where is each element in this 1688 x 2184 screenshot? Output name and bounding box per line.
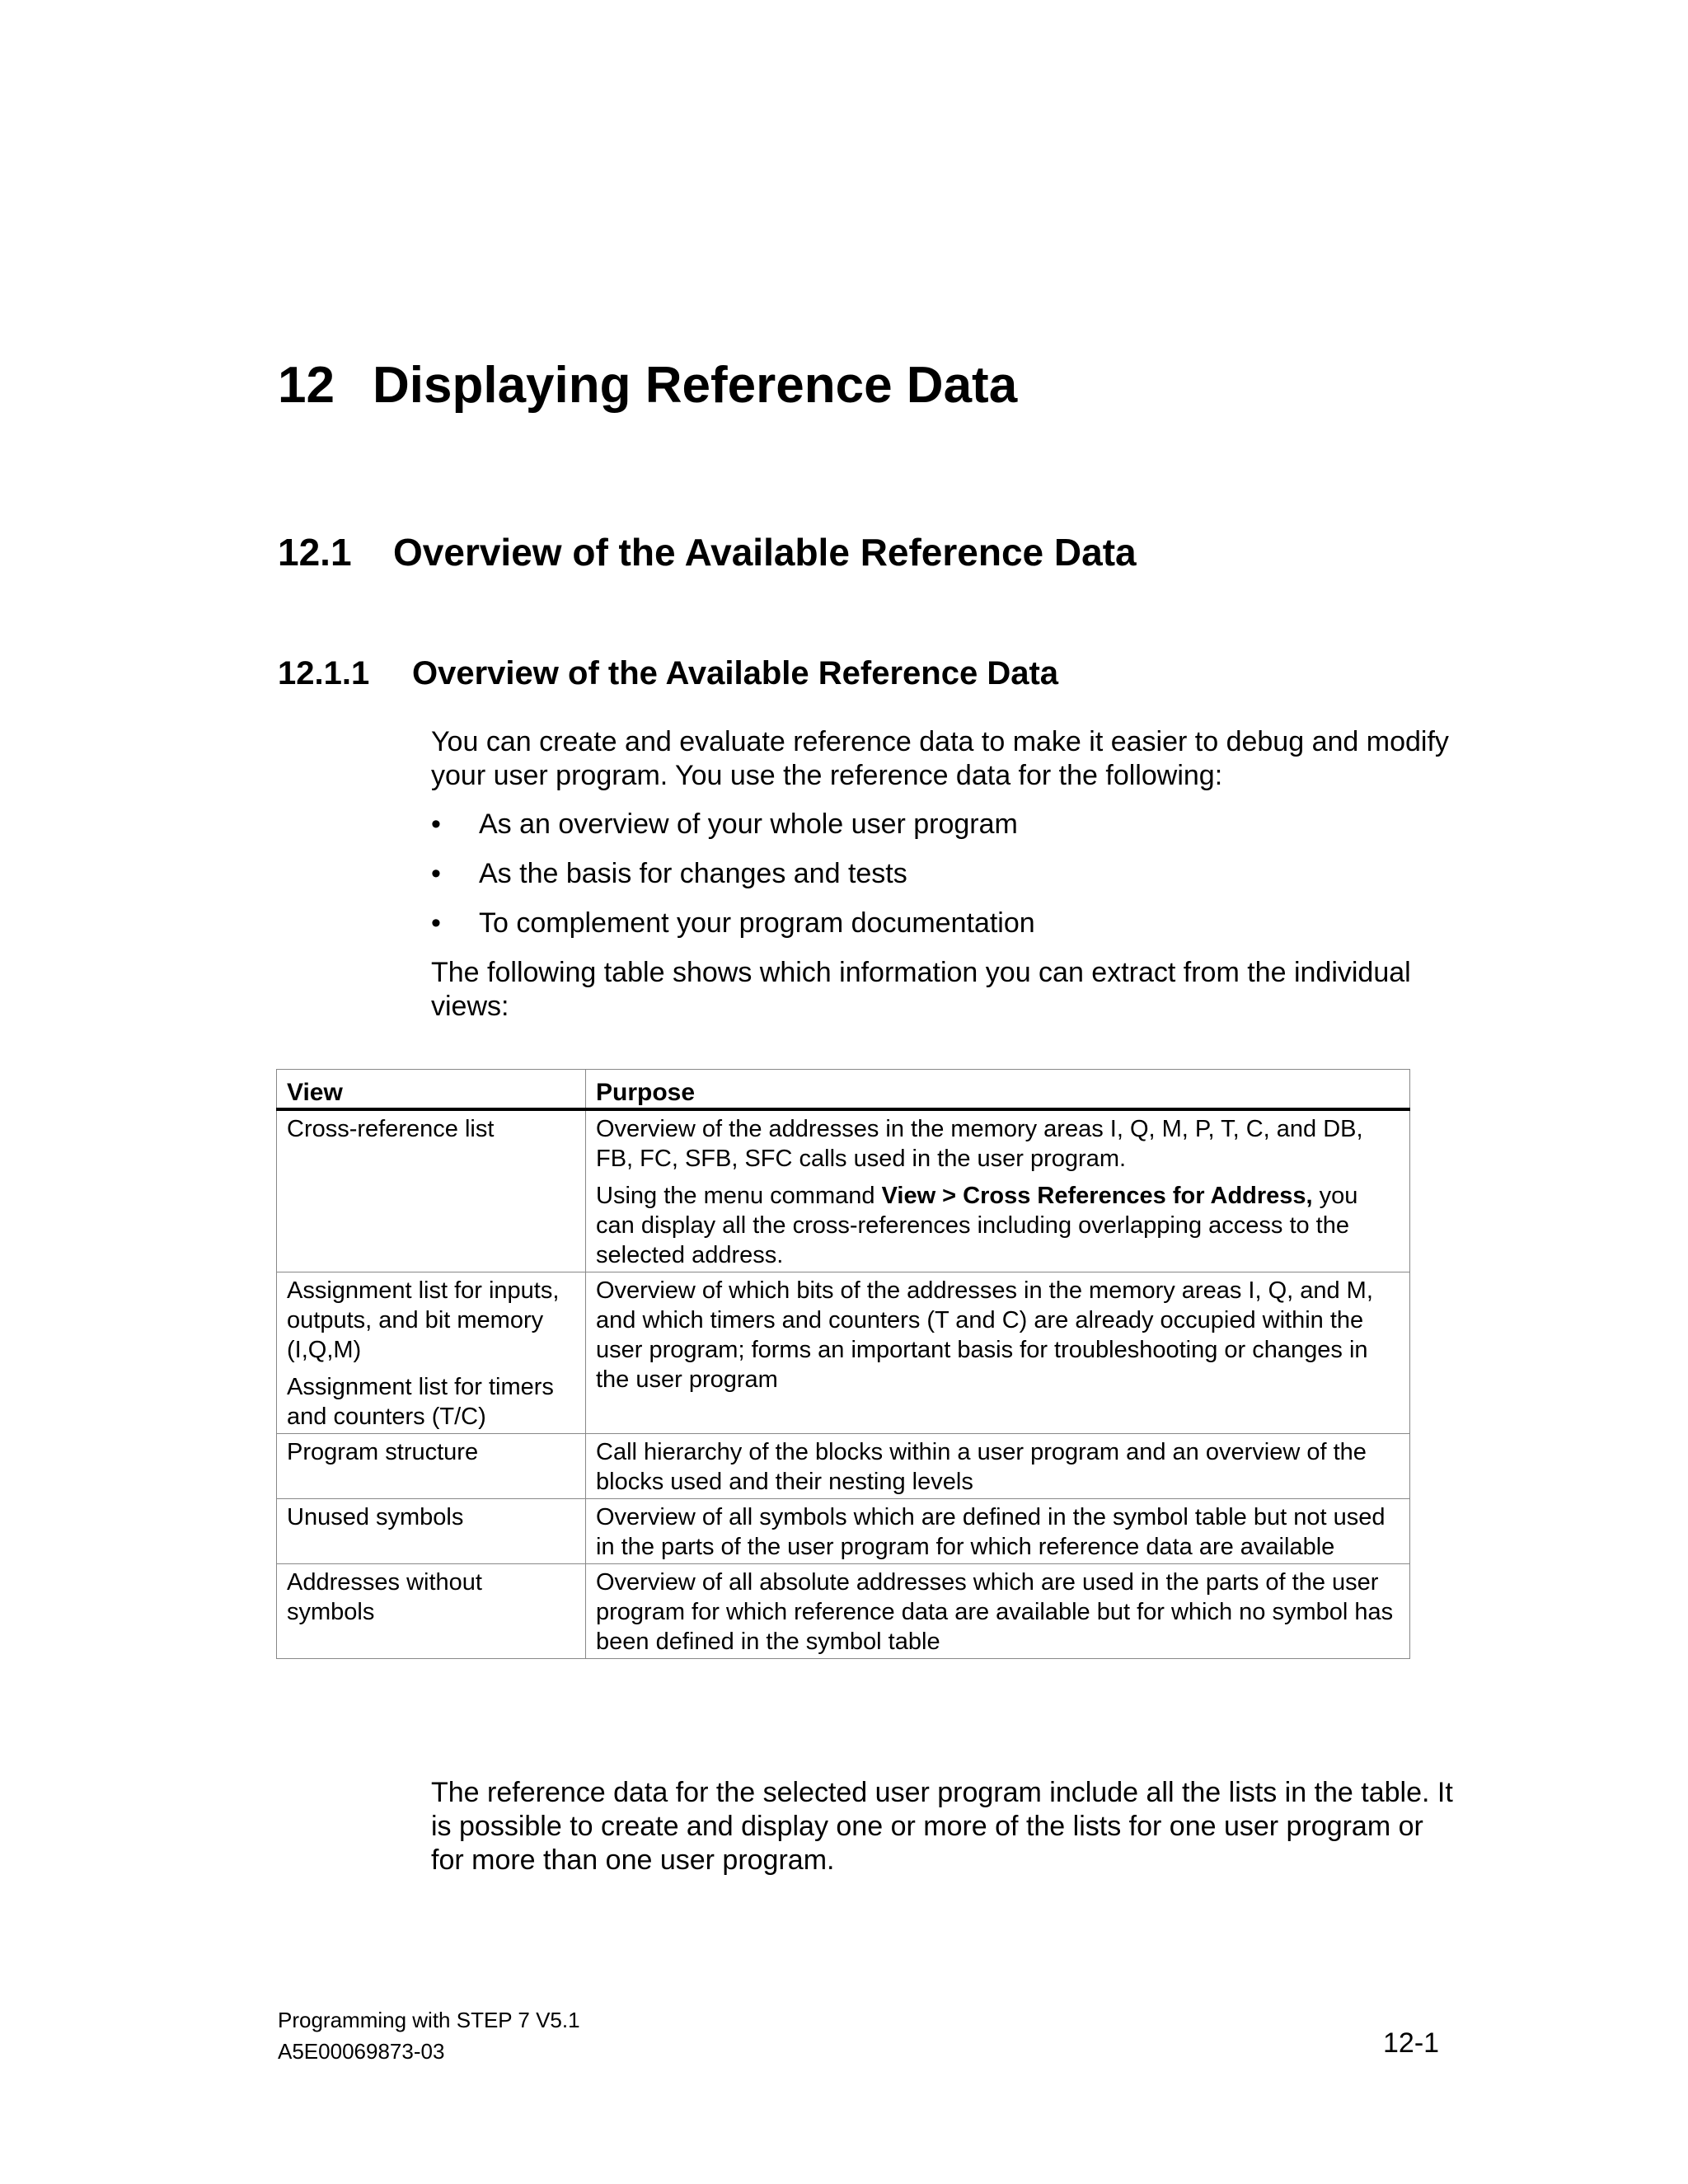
purpose-cell — [586, 1564, 1410, 1659]
document-number: A5E00069873-03 — [278, 2039, 445, 2064]
bullet-icon: • — [431, 907, 441, 939]
table-row — [277, 1272, 1410, 1434]
menu-command: View > Cross References for Address, — [881, 1183, 1313, 1209]
list-item-text: To complement your program documentation — [479, 907, 1035, 939]
purpose-text-part: Using the menu command — [596, 1183, 882, 1209]
chapter-heading — [278, 356, 1017, 415]
purpose-text-part: you can display all the cross-references including overlapping access to the selected address. — [596, 1183, 1358, 1268]
view-name: Assignment list for timers and counters (T/C) — [287, 1374, 554, 1430]
view-cell — [277, 1564, 586, 1659]
purpose-cell — [586, 1109, 1410, 1272]
view-name: Program structure — [287, 1439, 479, 1465]
section-title: Overview of the Available Reference Data — [393, 531, 1137, 574]
view-name: Unused symbols — [287, 1504, 464, 1530]
view-cell — [277, 1434, 586, 1499]
table-row — [277, 1434, 1410, 1499]
purpose-cell — [586, 1272, 1410, 1434]
table-header-row — [277, 1070, 1410, 1110]
section-heading — [278, 530, 1137, 574]
view-cell — [277, 1499, 586, 1564]
reference-data-table — [276, 1069, 1410, 1659]
usage-bullet-list — [431, 808, 1453, 956]
section-number: 12.1 — [278, 531, 352, 574]
list-item-text: As the basis for changes and tests — [479, 858, 907, 889]
closing-paragraph: The reference data for the selected user program include all the lists in the table. It is possible to create and display one or more of the lists for one user program or for more than one user program. — [431, 1777, 1453, 1876]
list-item — [431, 907, 1453, 940]
purpose-cell — [586, 1499, 1410, 1564]
page-number: 12-1 — [1383, 2027, 1440, 2059]
purpose-cell — [586, 1434, 1410, 1499]
view-cell — [277, 1109, 586, 1272]
list-item — [431, 808, 1453, 841]
list-item — [431, 857, 1453, 891]
subsection-title: Overview of the Available Reference Data — [412, 655, 1059, 691]
header-view: View — [277, 1070, 586, 1110]
bullet-icon: • — [431, 808, 441, 840]
chapter-title: Displaying Reference Data — [373, 357, 1018, 414]
purpose-text: Overview of all absolute addresses which are used in the parts of the user program for which reference data are available but for which no symbol has been defined in the symbol table — [596, 1569, 1394, 1655]
table-intro-paragraph: The following table shows which information you can extract from the individual views: — [431, 957, 1411, 1022]
intro-paragraph: You can create and evaluate reference data to make it easier to debug and modify your user program. You use the reference data for the following: — [431, 726, 1449, 791]
table-row — [277, 1499, 1410, 1564]
table-row — [277, 1564, 1410, 1659]
view-name: Addresses without symbols — [287, 1569, 482, 1625]
view-name: Cross-reference list — [287, 1116, 495, 1142]
table-row — [277, 1109, 1410, 1272]
footer-document-info — [278, 2004, 580, 2067]
purpose-text — [596, 1181, 1400, 1270]
purpose-text: Overview of which bits of the addresses in the memory areas I, Q, and M, and which timers and counters (T and C) are already occupied within the user program; forms an important basis for troubleshooting or changes in the user program — [596, 1277, 1373, 1393]
header-purpose: Purpose — [586, 1070, 1410, 1110]
view-cell — [277, 1272, 586, 1434]
list-item-text: As an overview of your whole user program — [479, 808, 1018, 840]
subsection-number: 12.1.1 — [278, 655, 370, 691]
purpose-text: Overview of the addresses in the memory areas I, Q, M, P, T, C, and DB, FB, FC, SFB, SFC calls used in the user program. — [596, 1116, 1363, 1172]
bullet-icon: • — [431, 858, 441, 889]
purpose-text: Call hierarchy of the blocks within a user program and an overview of the blocks used and their nesting levels — [596, 1439, 1367, 1495]
purpose-text: Overview of all symbols which are defined in the symbol table but not used in the parts of the user program for which reference data are available — [596, 1504, 1386, 1560]
chapter-number: 12 — [278, 357, 335, 414]
manual-title: Programming with STEP 7 V5.1 — [278, 2008, 580, 2032]
subsection-heading — [278, 655, 1058, 692]
view-name: Assignment list for inputs, outputs, and bit memory (I,Q,M) — [287, 1277, 560, 1363]
